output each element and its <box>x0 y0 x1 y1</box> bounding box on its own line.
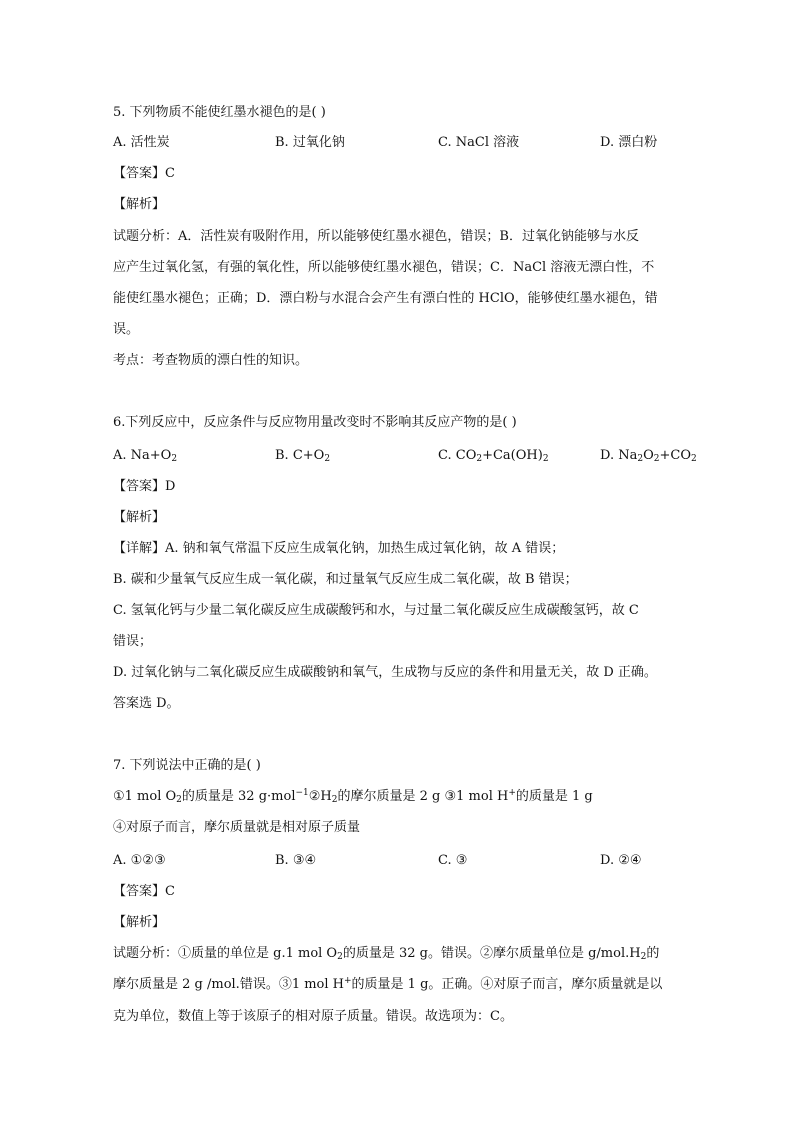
q6-detail-line: B. 碳和少量氧气反应生成一氧化碳，和过量氧气反应生成二氧化碳，故 B 错误； <box>113 572 578 587</box>
q5-option-a: A. 活性炭 <box>113 135 170 150</box>
q7-analysis-line: 克为单位，数值上等于该原子的相对原子质量。错误。故选项为：C。 <box>113 1009 513 1024</box>
q7-analysis-line: 摩尔质量是 2 g /mol.错误。③1 mol H+的质量是 1 g。正确。④对原子而言，摩尔质量就是以 <box>113 976 663 992</box>
q7-analysis-line: 试题分析：①质量的单位是 g.1 mol $O_2$的质量是 32 g。错误。②摩尔质量单位是 $g/mol.H_2$的 <box>113 946 660 962</box>
q5-option-b: B. 过氧化钠 <box>275 135 345 150</box>
q6-analysis-label: 【解析】 <box>113 510 166 525</box>
q6-detail-line: C. 氢氧化钙与少量二氧化碳反应生成碳酸钙和水，与过量二氧化碳反应生成碳酸氢钙，故 C <box>113 603 639 618</box>
q7-option-a: A. ①②③ <box>113 853 166 868</box>
q5-analysis-line: 试题分析：A．活性炭有吸附作用，所以能够使红墨水褪色，错误；B．过氧化钠能够与水反 <box>113 229 639 244</box>
q7-stem: 7. 下列说法中正确的是( ) <box>113 758 261 773</box>
q6-detail-line: 错误； <box>113 634 153 649</box>
q6-option-a: A. $Na+O_2$ <box>113 448 178 464</box>
q5-stem: 5. 下列物质不能使红墨水褪色的是( ) <box>113 105 326 120</box>
q7-analysis-label: 【解析】 <box>113 915 166 930</box>
q7-option-c: C. ③ <box>438 853 468 868</box>
q5-analysis-label: 【解析】 <box>113 197 166 212</box>
q7-option-b: B. ③④ <box>275 853 317 868</box>
q6-detail-line: D. 过氧化钠与二氧化碳反应生成碳酸钠和氧气，生成物与反应的条件和用量无关，故 D 正确。 <box>113 665 657 680</box>
q5-option-d: D. 漂白粉 <box>600 135 658 150</box>
q5-analysis-line: 误。 <box>113 322 140 337</box>
q5-option-c: C. NaCl 溶液 <box>438 135 520 150</box>
q6-answer: 【答案】D <box>113 479 176 494</box>
q5-analysis-line: 能使红墨水褪色；正确；D．漂白粉与水混合会产生有漂白性的 HClO，能够使红墨水褪色，错 <box>113 291 658 306</box>
q5-answer: 【答案】C <box>113 166 175 181</box>
q6-option-d: D. $Na_2O_2+CO_2$ <box>600 448 697 464</box>
q6-stem: 6.下列反应中，反应条件与反应物用量改变时不影响其反应产物的是( ) <box>113 415 517 430</box>
q7-options <box>113 852 713 870</box>
q7-answer: 【答案】C <box>113 884 175 899</box>
q6-options <box>113 447 713 465</box>
q6-conclusion: 答案选 D。 <box>113 696 180 711</box>
q5-exam-point: 考点：考查物质的漂白性的知识。 <box>113 353 309 368</box>
q6-option-c: C. $CO_2+Ca(OH)_2$ <box>438 448 549 464</box>
q7-statements-1-3: ①1 mol $O_2$的质量是 32 $g\cdot mol^{-1}②H_2$的摩尔质量是 2 g ③1 mol H+的质量是 1 g <box>113 788 593 805</box>
q7-statement-4: ④对原子而言，摩尔质量就是相对原子质量 <box>113 820 361 835</box>
q6-option-b: B. $C+O_2$ <box>275 448 331 464</box>
q5-analysis-line: 应产生过氧化氢，有强的氧化性，所以能够使红墨水褪色，错误；C．NaCl 溶液无漂白性，不 <box>113 260 655 275</box>
q6-detail-line: 【详解】A. 钠和氧气常温下反应生成氧化钠，加热生成过氧化钠，故 A 错误； <box>113 541 565 556</box>
q5-options <box>113 134 713 152</box>
q7-option-d: D. ②④ <box>600 853 642 868</box>
